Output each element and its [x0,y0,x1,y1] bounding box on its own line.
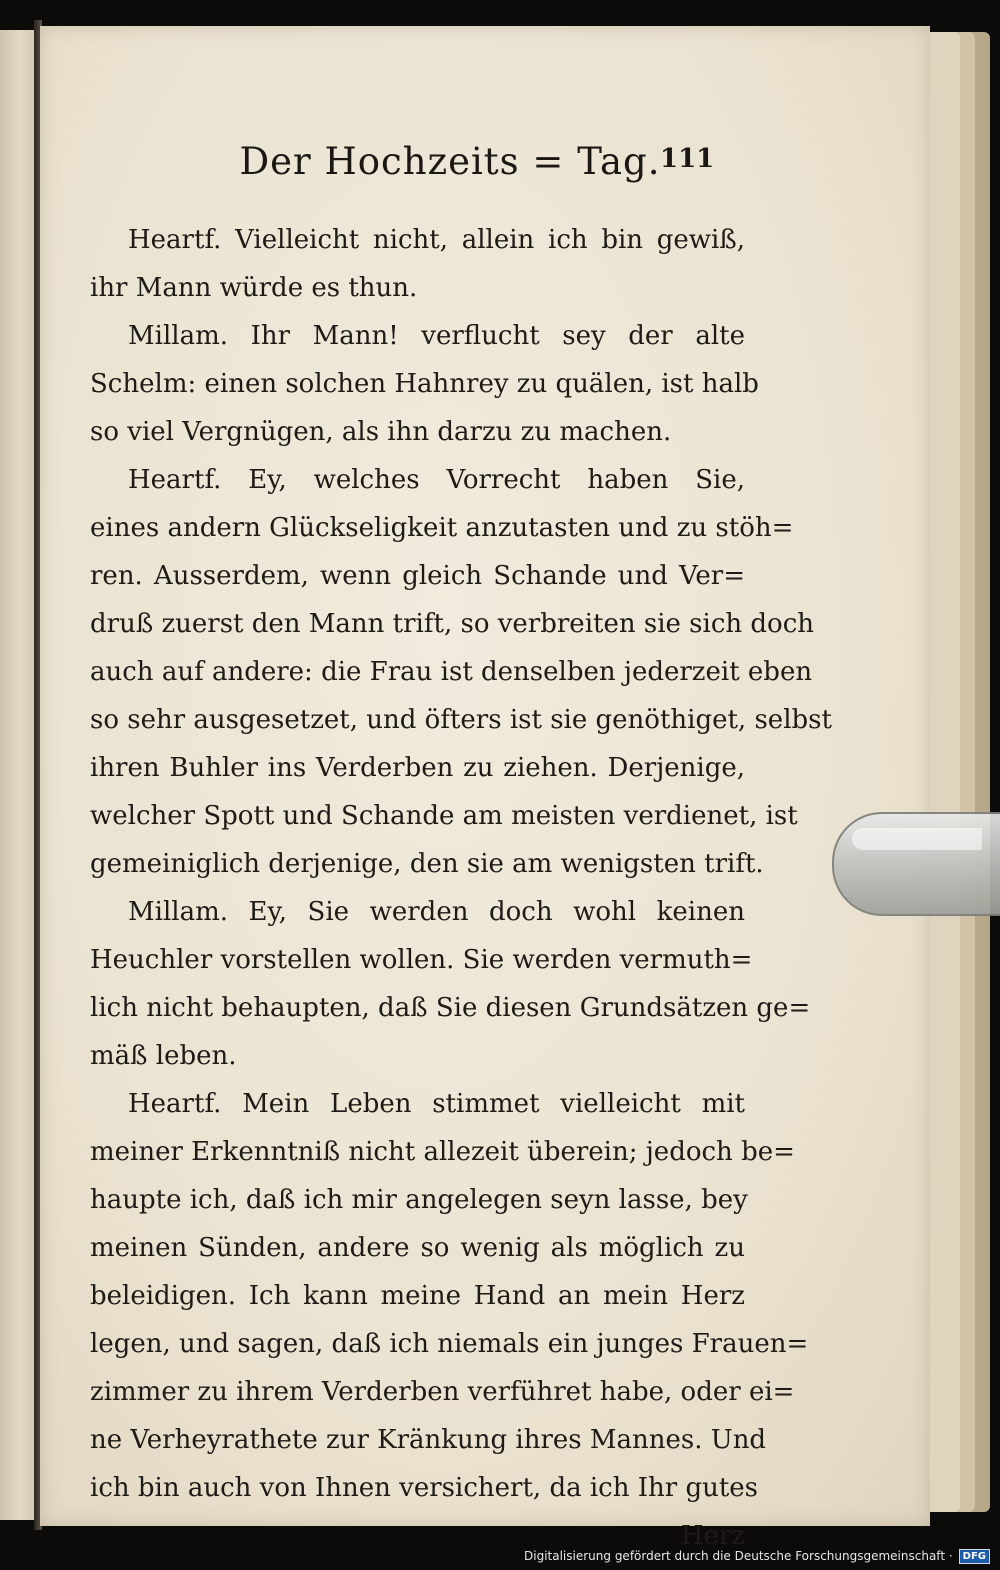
text-line: gemeiniglich derjenige, den sie am wenigsten trift. [90,849,764,879]
text-line: ihren Buhler ins Verderben zu ziehen. Derjenige, [90,753,745,783]
text-line: zimmer zu ihrem Verderben verführet habe, oder ei= [90,1377,795,1407]
text-line: ne Verheyrathete zur Kränkung ihres Mannes. Und [90,1425,767,1455]
digitization-footer [524,1546,990,1566]
funding-credit: Digitalisierung gefördert durch die Deutsche Forschungsgemeinschaft · [524,1549,953,1563]
text-line: Heartf. Mein Leben stimmet vielleicht mit [128,1089,745,1119]
text-line: mäß leben. [90,1041,237,1071]
text-line: legen, und sagen, daß ich niemals ein junges Frauen= [90,1329,809,1359]
text-line: Heartf. Ey, welches Vorrecht haben Sie, [128,465,745,495]
text-line: auch auf andere: die Frau ist denselben jederzeit eben [90,657,813,687]
text-line: meinen Sünden, andere so wenig als möglich zu [90,1233,745,1263]
text-line: Heartf. Vielleicht nicht, allein ich bin gewiß, [128,225,745,255]
text-line: Millam. Ihr Mann! verflucht sey der alte [128,321,745,351]
text-line: Heuchler vorstellen wollen. Sie werden vermuth= [90,945,753,975]
text-line: druß zuerst den Mann trift, so verbreiten sie sich doch [90,609,815,639]
facing-page-edge [0,30,36,1520]
text-line: so viel Vergnügen, als ihn darzu zu machen. [90,417,672,447]
text-line: meiner Erkenntniß nicht allezeit überein; jedoch be= [90,1137,795,1167]
text-line: welcher Spott und Schande am meisten verdienet, ist [90,801,798,831]
page-number: 111 [660,144,715,174]
book-page [40,26,930,1551]
page-header [40,136,930,196]
text-line: beleidigen. Ich kann meine Hand an mein Herz [90,1281,745,1311]
text-line: Schelm: einen solchen Hahnrey zu quälen, ist halb [90,369,759,399]
text-line: Herz [680,1521,745,1551]
dfg-logo: DFG [959,1549,990,1564]
text-line: ihr Mann würde es thun. [90,273,418,303]
text-line: Millam. Ey, Sie werden doch wohl keinen [128,897,745,927]
text-line: lich nicht behaupten, daß Sie diesen Grundsätzen ge= [90,993,811,1023]
text-line: so sehr ausgesetzet, und öfters ist sie genöthiget, selbst [90,705,832,735]
text-line: eines andern Glückseligkeit anzutasten und zu stöh= [90,513,794,543]
text-line: ich bin auch von Ihnen versichert, da ich Ihr gutes [90,1473,759,1503]
page-clip-highlight [852,828,982,850]
running-title: Der Hochzeits = Tag. [239,140,661,183]
text-line: ren. Ausserdem, wenn gleich Schande und Ver= [90,561,745,591]
text-line: haupte ich, daß ich mir angelegen seyn lasse, bey [90,1185,748,1215]
